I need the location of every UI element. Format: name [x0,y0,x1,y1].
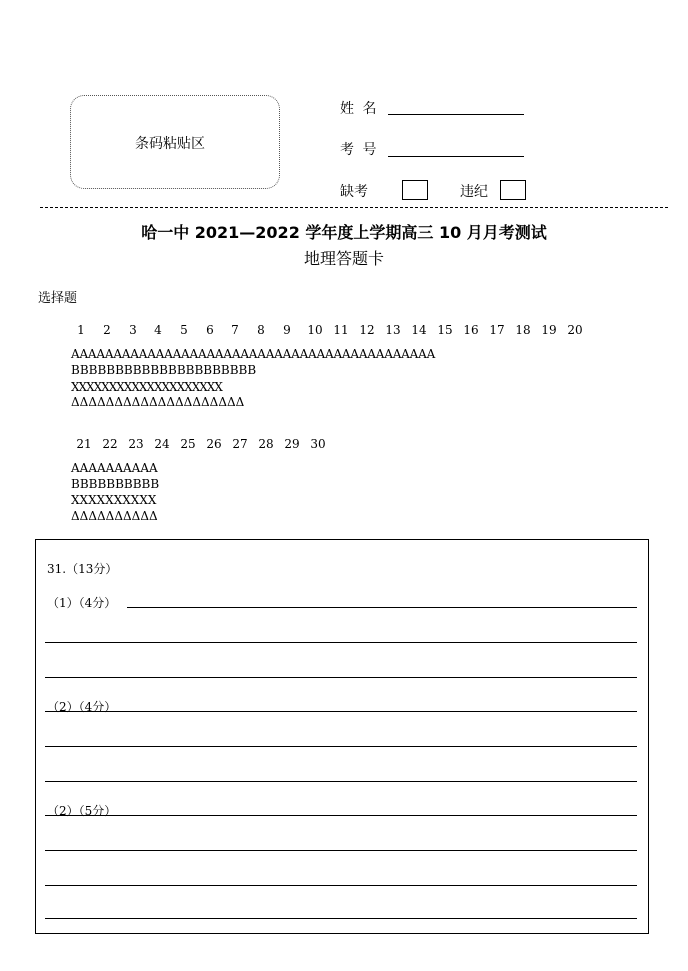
question-number: 14 [411,323,427,337]
part-3-label: （2）（5分） [47,804,117,818]
part-1-label: （1）（4分） [47,596,117,610]
answer-line[interactable] [45,781,637,782]
option-row-a[interactable]: AAAAAAAAAA [71,461,158,475]
question-numbers-1-20 [0,323,688,339]
answer-line[interactable] [45,815,637,816]
question-number: 19 [541,323,557,337]
option-row-d[interactable]: ΔΔΔΔΔΔΔΔΔΔ [71,509,158,523]
question-number: 25 [180,437,196,451]
absent-label: 缺考 [340,184,368,200]
question-number: 7 [231,323,239,337]
question-number: 27 [232,437,248,451]
question-number: 9 [283,323,291,337]
part-2-label: （2）（4分） [47,700,117,714]
answer-line[interactable] [45,711,637,712]
exam-id-label: 考 号 [340,142,379,158]
choice-section-label: 选择题 [38,291,78,306]
question-number: 10 [307,323,323,337]
barcode-area-label: 条码粘贴区 [135,136,205,152]
exam-title: 哈一中 2021—2022 学年度上学期高三 10 月月考测试 [141,223,547,242]
question-number: 15 [437,323,453,337]
question-31-header: 31.（13分） [47,562,118,576]
option-row-a[interactable]: AAAAAAAAAAAAAAAAAAAAAAAAAAAAAAAAAAAAAAAAAAA [71,347,436,361]
question-number: 13 [385,323,401,337]
exam-id-field[interactable] [388,156,524,157]
name-label: 姓 名 [340,101,379,117]
question-number: 28 [258,437,274,451]
question-number: 4 [154,323,162,337]
absent-checkbox[interactable] [402,180,428,200]
question-number: 3 [129,323,137,337]
option-row-b[interactable]: BBBBBBBBBB [71,477,160,491]
violation-label: 违纪 [460,184,488,200]
question-number: 8 [257,323,265,337]
question-number: 16 [463,323,479,337]
question-number: 22 [102,437,118,451]
option-row-c[interactable]: ⅩⅩⅩⅩⅩⅩⅩⅩⅩⅩⅩⅩⅩⅩⅩⅩⅩⅩⅩⅩ [71,380,222,394]
option-row-c[interactable]: XXXXXXXXXX [71,493,157,507]
question-number: 18 [515,323,531,337]
question-number: 5 [180,323,188,337]
option-row-b[interactable]: BBBBBBBBBBBBBBBBBBBBB [71,363,257,377]
question-number: 11 [333,323,349,337]
question-number: 20 [567,323,583,337]
question-number: 23 [128,437,144,451]
name-field[interactable] [388,114,524,115]
answer-line[interactable] [45,850,637,851]
question-number: 12 [359,323,375,337]
violation-checkbox[interactable] [500,180,526,200]
answer-line[interactable] [127,607,637,608]
question-number: 24 [154,437,170,451]
question-31-answer-box [35,539,649,934]
answer-line[interactable] [45,918,637,919]
exam-subtitle: 地理答题卡 [303,249,384,268]
question-number: 17 [489,323,505,337]
answer-line[interactable] [45,746,637,747]
cut-line-divider [40,207,668,208]
question-number: 26 [206,437,222,451]
question-number: 29 [284,437,300,451]
answer-line[interactable] [45,885,637,886]
question-number: 2 [103,323,111,337]
question-number: 1 [77,323,85,337]
question-numbers-21-30 [0,437,688,453]
question-number: 6 [206,323,214,337]
question-number: 30 [310,437,326,451]
option-row-d[interactable]: ΔΔΔΔΔΔΔΔΔΔΔΔΔΔΔΔΔΔΔΔ [71,395,245,409]
answer-line[interactable] [45,677,637,678]
question-number: 21 [76,437,92,451]
answer-line[interactable] [45,642,637,643]
